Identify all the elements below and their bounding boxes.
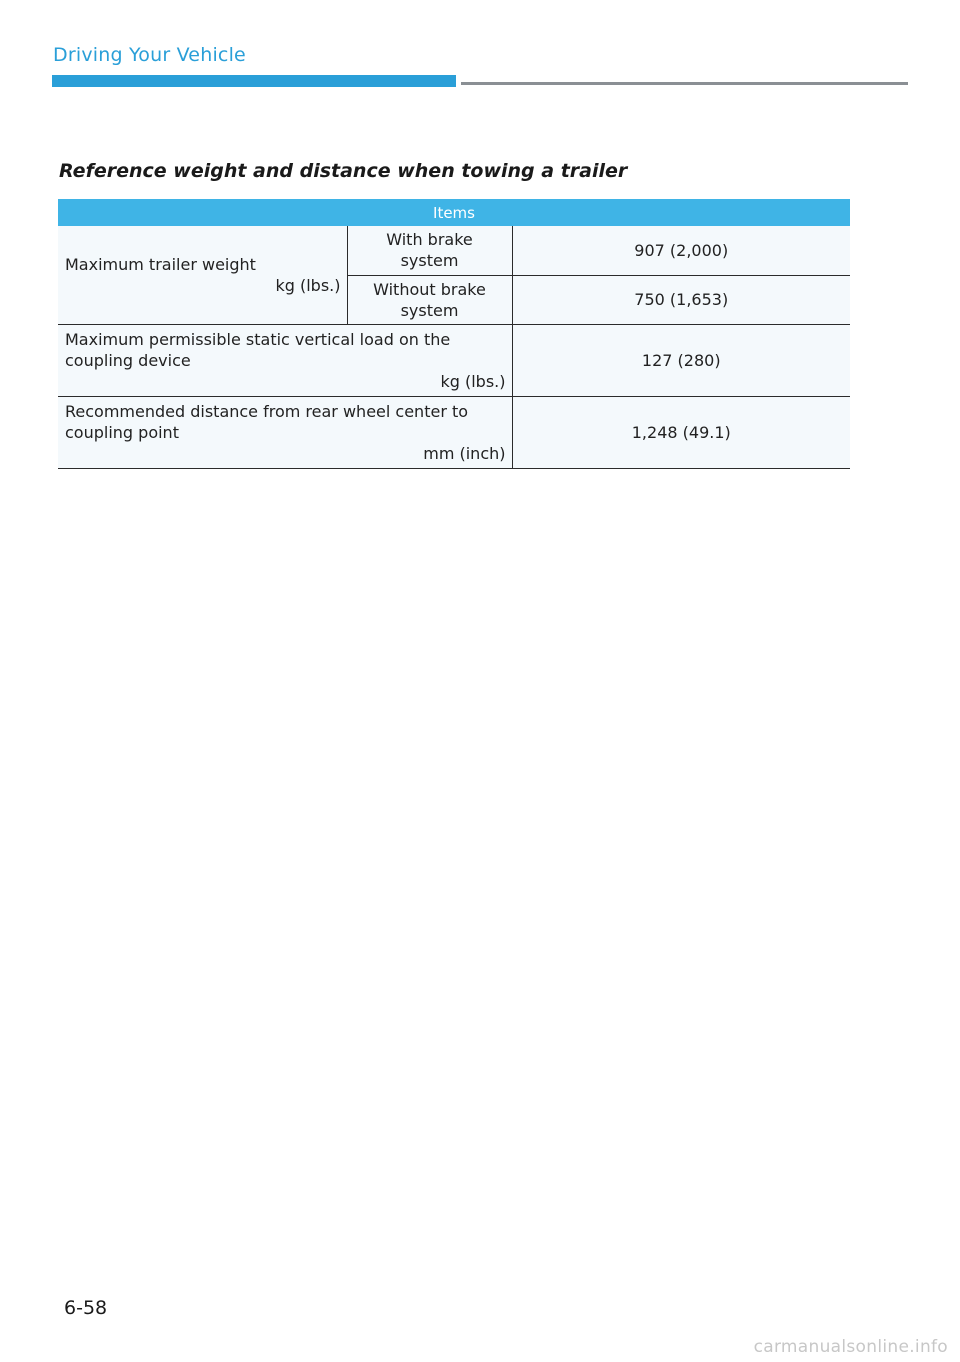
coupling-distance-value: 1,248 (49.1)	[512, 396, 850, 468]
coupling-distance-unit: mm (inch)	[423, 443, 506, 463]
header-divider-line	[461, 82, 908, 85]
coupling-distance-cell	[58, 396, 512, 468]
max-trailer-weight-cell	[58, 226, 347, 324]
max-trailer-weight-unit: kg (lbs.)	[275, 275, 341, 295]
without-brake-value: 750 (1,653)	[512, 275, 850, 324]
with-brake-label: With brake system	[347, 226, 512, 275]
static-vertical-load-value: 127 (280)	[512, 324, 850, 396]
with-brake-value: 907 (2,000)	[512, 226, 850, 275]
table-row	[58, 324, 850, 396]
table-row	[58, 396, 850, 468]
page-heading: Reference weight and distance when towing a trailer	[59, 160, 628, 182]
table-header-row	[58, 199, 850, 226]
static-vertical-load-cell	[58, 324, 512, 396]
section-title: Driving Your Vehicle	[53, 44, 246, 66]
static-vertical-load-label: Maximum permissible static vertical load on the coupling device	[65, 329, 451, 370]
table-row	[58, 226, 850, 275]
towing-spec-table	[58, 199, 850, 469]
coupling-distance-label: Recommended distance from rear wheel center to coupling point	[65, 401, 469, 442]
max-trailer-weight-label: Maximum trailer weight	[65, 254, 256, 274]
header-accent-bar	[52, 75, 456, 87]
watermark-text: carmanualsonline.info	[753, 1337, 948, 1357]
static-vertical-load-unit: kg (lbs.)	[440, 371, 506, 391]
table-header-items: Items	[58, 199, 850, 226]
without-brake-label: Without brake system	[347, 275, 512, 324]
page-number: 6-58	[64, 1297, 108, 1319]
